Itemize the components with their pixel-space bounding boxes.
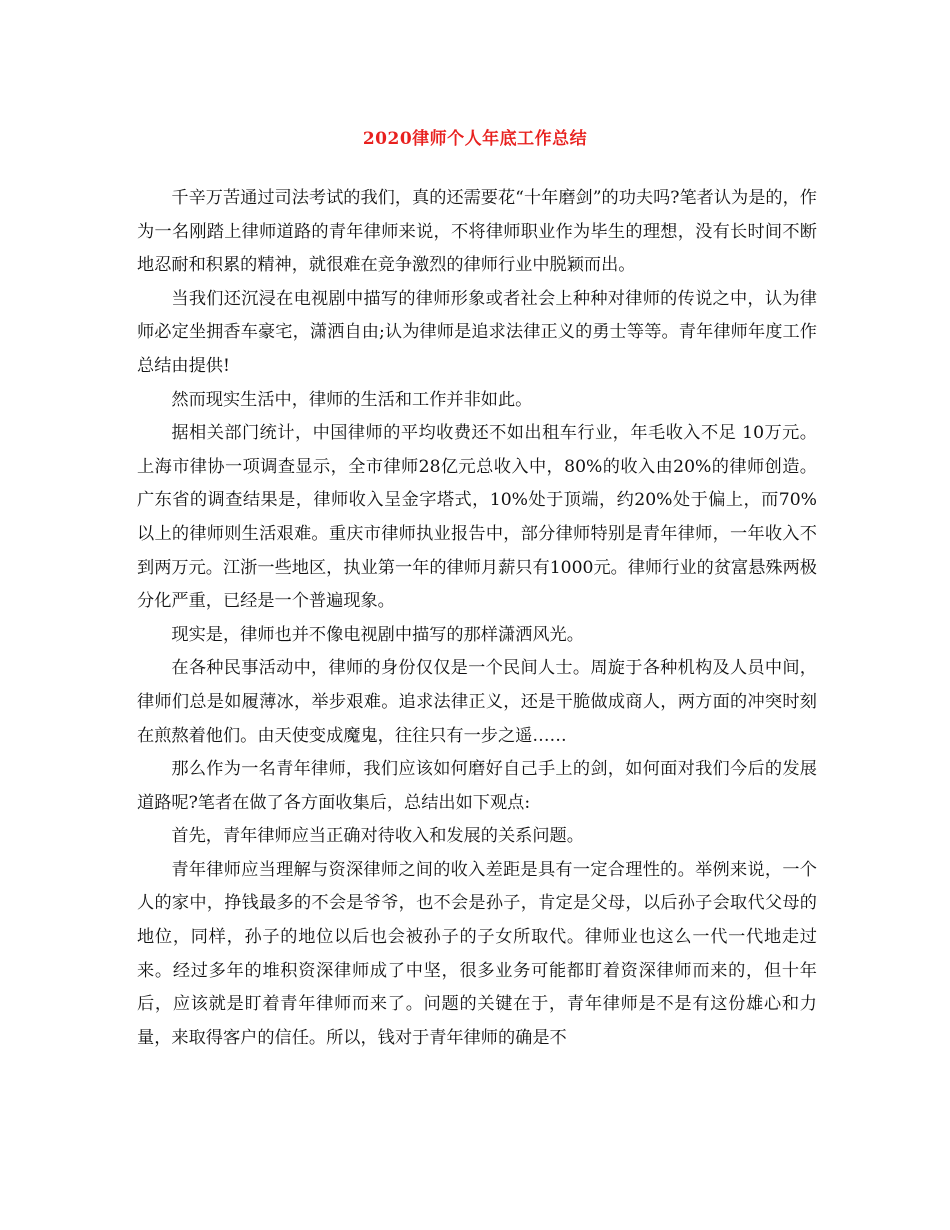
paragraph: 那么作为一名青年律师，我们应该如何磨好自己手上的剑，如何面对我们今后的发展道路呢?笔者在做了各方面收集后，总结出如下观点: (137, 759, 817, 813)
paragraph: 千辛万苦通过司法考试的我们，真的还需要花“十年磨剑”的功夫吗?笔者认为是的，作为一名刚踏上律师道路的青年律师来说，不将律师职业作为毕生的理想，没有长时间不断地忍耐和积累的精神，就很难在竞争激烈的律师行业中脱颖而出。 (137, 188, 817, 276)
paragraph: 据相关部门统计，中国律师的平均收费还不如出租车行业，年毛收入不足 10万元。上海市律协一项调查显示，全市律师28亿元总收入中，80%的收入由20%的律师创造。广东省的调查结果是，律师收入呈金字塔式，10%处于顶端，约20%处于偏上，而70%以上的律师则生活艰难。重庆市律师执业报告中，部分律师特别是青年律师，一年收入不到两万元。江浙一些地区，执业第一年的律师月薪只有1000元。律师行业的贫富悬殊两极分化严重，已经是一个普遍现象。 (137, 423, 817, 612)
paragraph: 当我们还沉浸在电视剧中描写的律师形象或者社会上种种对律师的传说之中，认为律师必定坐拥香车豪宅，潇洒自由;认为律师是追求法律正义的勇士等等。青年律师年度工作总结由提供! (137, 288, 817, 376)
document-title: 2020律师个人年底工作总结 (362, 129, 588, 149)
paragraph: 在各种民事活动中，律师的身份仅仅是一个民间人士。周旋于各种机构及人员中间，律师们总是如履薄冰，举步艰难。追求法律正义，还是干脆做成商人，两方面的冲突时刻在煎熬着他们。由天使变成魔鬼，往往只有一步之遥…… (137, 658, 817, 746)
paragraph: 青年律师应当理解与资深律师之间的收入差距是具有一定合理性的。举例来说，一个人的家中，挣钱最多的不会是爷爷，也不会是孙子，肯定是父母，以后孙子会取代父母的地位，同样，孙子的地位以后也会被孙子的子女所取代。律师业也这么一代一代地走过来。经过多年的堆积资深律师成了中坚，很多业务可能都盯着资深律师而来的，但十年后，应该就是盯着青年律师而来了。问题的关键在于，青年律师是不是有这份雄心和力量，来取得客户的信任。所以，钱对于青年律师的确是不 (137, 859, 817, 1048)
document-body (137, 182, 817, 1055)
paragraph: 首先，青年律师应当正确对待收入和发展的关系问题。 (171, 826, 584, 847)
paragraph: 现实是，律师也并不像电视剧中描写的那样潇洒风光。 (171, 624, 584, 645)
paragraph: 然而现实生活中，律师的生活和工作并非如此。 (171, 389, 533, 410)
